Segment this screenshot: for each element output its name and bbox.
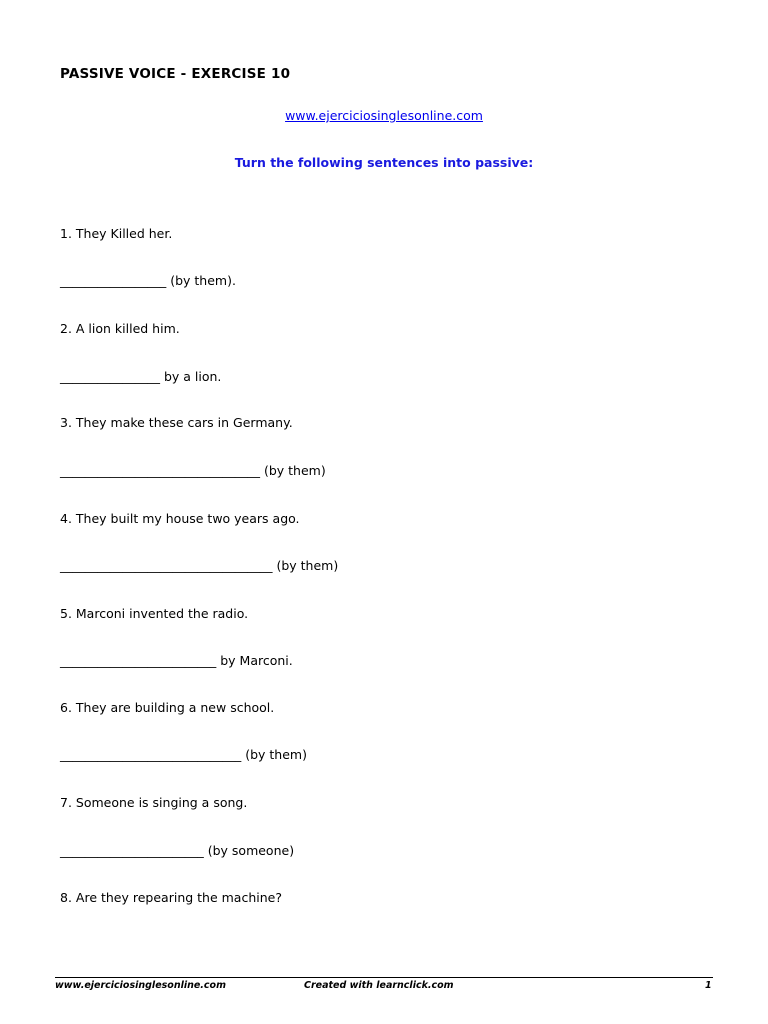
footer-site: www.ejerciciosinglesonline.com xyxy=(55,980,226,991)
instruction-text: Turn the following sentences into passive: xyxy=(234,155,534,170)
sentence-7: 7. Someone is singing a song. xyxy=(60,795,248,810)
answer-line-2: ________________ by a lion. xyxy=(60,369,222,384)
footer-page-number: 1 xyxy=(705,980,712,991)
answer-line-6: _____________________________ (by them) xyxy=(60,747,307,762)
sentence-2: 2. A lion killed him. xyxy=(60,321,180,336)
page-title: PASSIVE VOICE - EXERCISE 10 xyxy=(60,66,291,82)
answer-line-1: _________________ (by them). xyxy=(60,273,236,288)
sentence-1: 1. They Killed her. xyxy=(60,226,173,241)
answer-line-3: ________________________________ (by them) xyxy=(60,463,326,478)
sentence-8: 8. Are they repearing the machine? xyxy=(60,890,282,905)
sentence-3: 3. They make these cars in Germany. xyxy=(60,415,293,430)
sentence-5: 5. Marconi invented the radio. xyxy=(60,606,249,621)
answer-line-7: _______________________ (by someone) xyxy=(60,843,295,858)
sentence-6: 6. They are building a new school. xyxy=(60,700,275,715)
sentence-4: 4. They built my house two years ago. xyxy=(60,511,300,526)
footer-divider xyxy=(55,977,713,978)
answer-line-4: __________________________________ (by them) xyxy=(60,558,339,573)
answer-line-5: _________________________ by Marconi. xyxy=(60,653,293,668)
site-link[interactable]: www.ejerciciosinglesonline.com xyxy=(285,108,483,123)
footer-credit: Created with learnclick.com xyxy=(304,980,454,991)
